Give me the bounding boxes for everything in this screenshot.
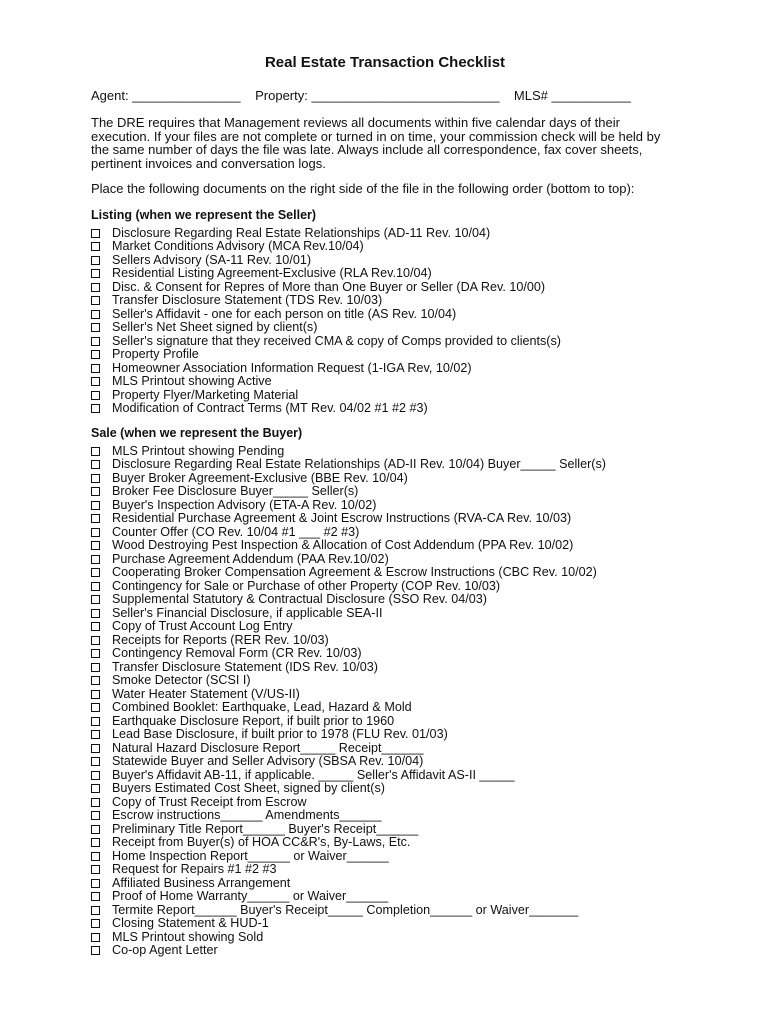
sale-item [91, 944, 691, 958]
listing-item-label: Property Profile [112, 347, 199, 361]
sale-item-label: Termite Report______ Buyer's Receipt_____ Completion______ or Waiver_______ [112, 902, 579, 917]
sale-item-label: Transfer Disclosure Statement (IDS Rev. 10/03) [112, 659, 378, 674]
sale-item-label: Buyer's Affidavit AB-11, if applicable. _____ Seller's Affidavit AS-II _____ [112, 767, 515, 782]
header-fields [91, 88, 691, 103]
checkbox-icon[interactable] [91, 771, 100, 780]
listing-item [91, 321, 691, 335]
sale-item [91, 499, 691, 513]
checkbox-icon[interactable] [91, 364, 100, 373]
checkbox-icon[interactable] [91, 323, 100, 332]
sale-item [91, 566, 691, 580]
checkbox-icon[interactable] [91, 744, 100, 753]
checkbox-icon[interactable] [91, 703, 100, 712]
sale-item [91, 728, 691, 742]
listing-item [91, 294, 691, 308]
checkbox-icon[interactable] [91, 474, 100, 483]
checkbox-icon[interactable] [91, 933, 100, 942]
listing-section-title: Listing (when we represent the Seller) [91, 207, 317, 222]
checkbox-icon[interactable] [91, 568, 100, 577]
checkbox-icon[interactable] [91, 946, 100, 955]
checkbox-icon[interactable] [91, 609, 100, 618]
listing-item-label: Homeowner Association Information Request (1-IGA Rev, 10/02) [112, 360, 472, 375]
checkbox-icon[interactable] [91, 649, 100, 658]
sale-item-label: Closing Statement & HUD-1 [112, 916, 269, 930]
sale-item [91, 782, 691, 796]
checkbox-icon[interactable] [91, 541, 100, 550]
sale-item-label: Disclosure Regarding Real Estate Relationships (AD-II Rev. 10/04) Buyer_____ Seller(s) [112, 457, 606, 471]
sale-item-label: Copy of Trust Receipt from Escrow [112, 794, 307, 809]
sale-item [91, 526, 691, 540]
checkbox-icon[interactable] [91, 404, 100, 413]
listing-item-label: Seller's Affidavit - one for each person on title (AS Rev. 10/04) [112, 306, 457, 321]
checklist-document [91, 54, 691, 968]
property-field[interactable]: Property: __________________________ [255, 88, 500, 103]
checkbox-icon[interactable] [91, 892, 100, 901]
checkbox-icon[interactable] [91, 283, 100, 292]
checkbox-icon[interactable] [91, 337, 100, 346]
sale-item [91, 620, 691, 634]
sale-item [91, 931, 691, 945]
sale-item-label: Escrow instructions______ Amendments______ [112, 808, 382, 822]
checkbox-icon[interactable] [91, 555, 100, 564]
listing-item-label: Market Conditions Advisory (MCA Rev.10/04) [112, 239, 364, 253]
sale-item-label: Affiliated Business Arrangement [112, 875, 291, 890]
sale-item-label: Smoke Detector (SCSI I) [112, 673, 251, 687]
sale-item [91, 445, 691, 459]
sale-item [91, 823, 691, 837]
sale-item [91, 850, 691, 864]
checkbox-icon[interactable] [91, 242, 100, 251]
checkbox-icon[interactable] [91, 811, 100, 820]
sale-item [91, 593, 691, 607]
checkbox-icon[interactable] [91, 582, 100, 591]
sale-item-label: Broker Fee Disclosure Buyer_____ Seller(s) [112, 484, 359, 498]
checkbox-icon[interactable] [91, 717, 100, 726]
checkbox-icon[interactable] [91, 730, 100, 739]
sale-section-title: Sale (when we represent the Buyer) [91, 425, 303, 440]
listing-item-label: Seller's Net Sheet signed by client(s) [112, 320, 318, 334]
sale-item-label: Earthquake Disclosure Report, if built prior to 1960 [112, 713, 395, 728]
checkbox-icon[interactable] [91, 636, 100, 645]
sale-item [91, 769, 691, 783]
sale-item [91, 742, 691, 756]
sale-item-label: Contingency Removal Form (CR Rev. 10/03) [112, 646, 362, 660]
listing-item-label: Disclosure Regarding Real Estate Relationships (AD-11 Rev. 10/04) [112, 225, 491, 240]
sale-item [91, 647, 691, 661]
listing-item [91, 402, 691, 416]
listing-item [91, 281, 691, 295]
checkbox-icon[interactable] [91, 595, 100, 604]
listing-item [91, 267, 691, 281]
listing-checklist [91, 227, 691, 416]
mls-field[interactable]: MLS# ___________ [513, 88, 632, 103]
listing-item [91, 227, 691, 241]
checkbox-icon[interactable] [91, 690, 100, 699]
sale-item [91, 688, 691, 702]
checkbox-icon[interactable] [91, 377, 100, 386]
checkbox-icon[interactable] [91, 906, 100, 915]
listing-item-label: Seller's signature that they received CMA & copy of Comps provided to clients(s) [112, 333, 561, 348]
sale-item-label: Seller's Financial Disclosure, if applicable SEA-II [112, 605, 383, 620]
sale-item [91, 607, 691, 621]
checkbox-icon[interactable] [91, 757, 100, 766]
sale-item [91, 539, 691, 553]
sale-item [91, 674, 691, 688]
checkbox-icon[interactable] [91, 447, 100, 456]
sale-item-label: MLS Printout showing Sold [112, 929, 264, 944]
sale-item [91, 715, 691, 729]
checkbox-icon[interactable] [91, 296, 100, 305]
sale-item-label: Copy of Trust Account Log Entry [112, 619, 293, 633]
sale-item [91, 661, 691, 675]
sale-checklist [91, 445, 691, 958]
sale-item-label: Buyer's Inspection Advisory (ETA-A Rev. 10/02) [112, 497, 377, 512]
sale-item-label: Combined Booklet: Earthquake, Lead, Hazard & Mold [112, 700, 412, 714]
checkbox-icon[interactable] [91, 663, 100, 672]
sale-item [91, 877, 691, 891]
checkbox-icon[interactable] [91, 838, 100, 847]
checkbox-icon[interactable] [91, 501, 100, 510]
checkbox-icon[interactable] [91, 852, 100, 861]
sale-item-label: Home Inspection Report______ or Waiver______ [112, 848, 389, 863]
sale-item-label: Receipts for Reports (RER Rev. 10/03) [112, 632, 329, 647]
listing-item [91, 335, 691, 349]
instruction-paragraph: Place the following documents on the right side of the file in the following order (bottom to top): [91, 181, 635, 196]
sale-item-label: Residential Purchase Agreement & Joint Escrow Instructions (RVA-CA Rev. 10/03) [112, 511, 572, 525]
listing-item [91, 254, 691, 268]
sale-item-label: Preliminary Title Report______ Buyer's Receipt______ [112, 821, 419, 836]
sale-item [91, 512, 691, 526]
listing-item [91, 240, 691, 254]
listing-item-label: Disc. & Consent for Repres of More than One Buyer or Seller (DA Rev. 10/00) [112, 279, 546, 294]
sale-item-label: Lead Base Disclosure, if built prior to 1978 (FLU Rev. 01/03) [112, 727, 448, 741]
listing-item [91, 389, 691, 403]
sale-item-label: Statewide Buyer and Seller Advisory (SBSA Rev. 10/04) [112, 754, 424, 768]
intro-paragraph: The DRE requires that Management reviews all documents within five calendar days of their execution. If your files are not complete or turned in on time, your commission check will be held by the same number of days the file was late. Always include all correspondence, fax cover sheets, pertinent invoices and conversation logs. [91, 115, 661, 171]
sale-item [91, 836, 691, 850]
page-title: Real Estate Transaction Checklist [264, 54, 506, 71]
sale-item-label: Cooperating Broker Compensation Agreement & Escrow Instructions (CBC Rev. 10/02) [112, 565, 597, 579]
listing-item [91, 362, 691, 376]
checkbox-icon[interactable] [91, 879, 100, 888]
checkbox-icon[interactable] [91, 391, 100, 400]
listing-item-label: Property Flyer/Marketing Material [112, 387, 299, 402]
checkbox-icon[interactable] [91, 310, 100, 319]
sale-item [91, 701, 691, 715]
sale-item [91, 755, 691, 769]
listing-item [91, 348, 691, 362]
checkbox-icon[interactable] [91, 350, 100, 359]
sale-item [91, 890, 691, 904]
checkbox-icon[interactable] [91, 528, 100, 537]
sale-item [91, 553, 691, 567]
sale-item-label: Contingency for Sale or Purchase of other Property (COP Rev. 10/03) [112, 578, 501, 593]
sale-item [91, 580, 691, 594]
checkbox-icon[interactable] [91, 256, 100, 265]
sale-item-label: Counter Offer (CO Rev. 10/04 #1 ___ #2 #3) [112, 524, 360, 539]
listing-item-label: Sellers Advisory (SA-11 Rev. 10/01) [112, 252, 312, 267]
listing-item-label: Transfer Disclosure Statement (TDS Rev. 10/03) [112, 293, 383, 307]
sale-item [91, 904, 691, 918]
listing-item-label: MLS Printout showing Active [112, 374, 272, 388]
sale-item-label: Water Heater Statement (V/US-II) [112, 686, 300, 701]
checkbox-icon[interactable] [91, 676, 100, 685]
checkbox-icon[interactable] [91, 825, 100, 834]
sale-item [91, 634, 691, 648]
agent-field[interactable]: Agent: _______________ [91, 88, 241, 103]
sale-item-label: Buyers Estimated Cost Sheet, signed by client(s) [112, 781, 385, 795]
sale-item-label: Purchase Agreement Addendum (PAA Rev.10/02) [112, 551, 389, 566]
sale-item [91, 809, 691, 823]
sale-item-label: Buyer Broker Agreement-Exclusive (BBE Rev. 10/04) [112, 470, 408, 485]
sale-item-label: Supplemental Statutory & Contractual Disclosure (SSO Rev. 04/03) [112, 592, 487, 606]
listing-item [91, 375, 691, 389]
checkbox-icon[interactable] [91, 269, 100, 278]
listing-item [91, 308, 691, 322]
checkbox-icon[interactable] [91, 460, 100, 469]
sale-item [91, 917, 691, 931]
checkbox-icon[interactable] [91, 784, 100, 793]
sale-item-label: Receipt from Buyer(s) of HOA CC&R's, By-Laws, Etc. [112, 835, 411, 849]
listing-item-label: Modification of Contract Terms (MT Rev. 04/02 #1 #2 #3) [112, 401, 428, 415]
checkbox-icon[interactable] [91, 487, 100, 496]
sale-item-label: Proof of Home Warranty______ or Waiver______ [112, 889, 389, 903]
sale-item [91, 458, 691, 472]
sale-item-label: Request for Repairs #1 #2 #3 [112, 862, 277, 876]
sale-item [91, 796, 691, 810]
sale-item [91, 485, 691, 499]
checkbox-icon[interactable] [91, 798, 100, 807]
sale-item [91, 863, 691, 877]
checkbox-icon[interactable] [91, 514, 100, 523]
checkbox-icon[interactable] [91, 919, 100, 928]
checkbox-icon[interactable] [91, 229, 100, 238]
sale-item-label: Natural Hazard Disclosure Report_____ Receipt______ [112, 740, 424, 755]
sale-item-label: MLS Printout showing Pending [112, 443, 285, 458]
sale-item-label: Wood Destroying Pest Inspection & Allocation of Cost Addendum (PPA Rev. 10/02) [112, 538, 574, 552]
sale-item-label: Co-op Agent Letter [112, 943, 218, 957]
sale-item [91, 472, 691, 486]
checkbox-icon[interactable] [91, 622, 100, 631]
checkbox-icon[interactable] [91, 865, 100, 874]
listing-item-label: Residential Listing Agreement-Exclusive (RLA Rev.10/04) [112, 266, 432, 280]
